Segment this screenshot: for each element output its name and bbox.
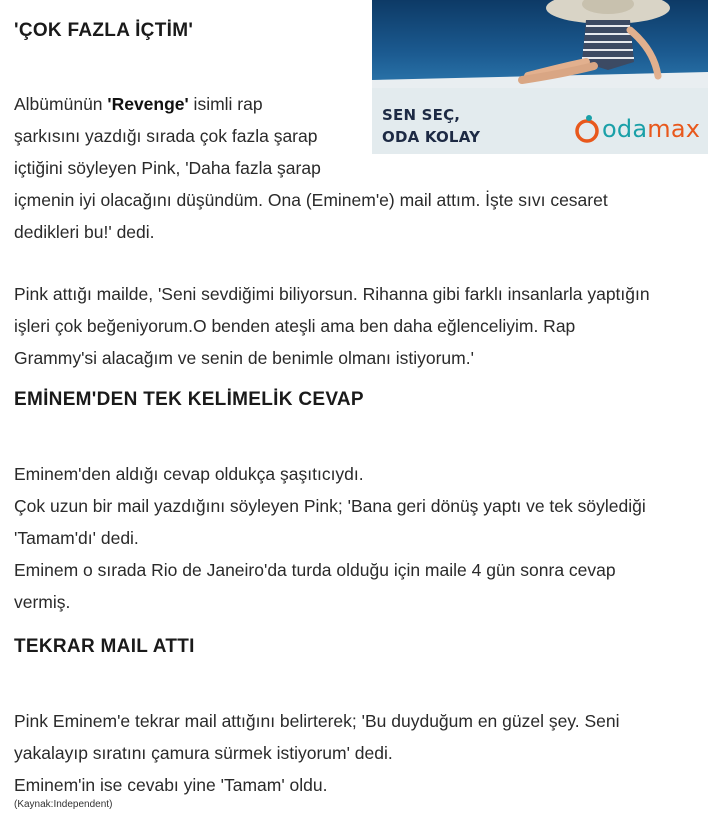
paragraph-line: Albümünün 'Revenge' isimli rap [14, 94, 263, 114]
paragraph-line: Pink attığı mailde, 'Seni sevdiğimi biliyorsun. Rihanna gibi farklı insanlarla yaptığın [14, 284, 650, 304]
ad-photo-woman-by-sea [372, 0, 708, 88]
paragraph-line: Çok uzun bir mail yazdığını söyleyen Pink; 'Bana geri dönüş yaptı ve tek söylediği [14, 496, 646, 516]
paragraph-second-mail [14, 705, 620, 801]
section-heading-eminem-cevap: EMİNEM'DEN TEK KELİMELİK CEVAP [14, 389, 364, 410]
paragraph-mail-quote [14, 278, 650, 374]
paragraph-line: dedikleri bu!' dedi. [14, 222, 155, 242]
paragraph-line: içmenin iyi olacağını düşündüm. Ona (Eminem'e) mail attım. İşte sıvı cesaret [14, 190, 608, 210]
paragraph-line: işleri çok beğeniyorum.O benden ateşli ama ben daha eğlenceliyim. Rap [14, 316, 576, 336]
paragraph-line: şarkısını yazdığı sırada çok fazla şarap [14, 126, 318, 146]
ad-slogan-line2: ODA KOLAY [382, 128, 481, 146]
section-heading-cok-fazla-ictim: 'ÇOK FAZLA İÇTİM' [14, 20, 194, 41]
paragraph-line: 'Tamam'dı' dedi. [14, 528, 139, 548]
paragraph-line: Eminem'in ise cevabı yine 'Tamam' oldu. [14, 775, 328, 795]
paragraph-line: Eminem o sırada Rio de Janeiro'da turda olduğu için maile 4 gün sonra cevap [14, 560, 616, 580]
paragraph-line: Eminem'den aldığı cevap oldukça şaşıtıcıydı. [14, 464, 364, 484]
odamax-logo [572, 112, 700, 146]
paragraph-line: vermiş. [14, 592, 71, 612]
source-credit: (Kaynak:Independent) [14, 799, 113, 810]
paragraph-line: Grammy'si alacağım ve senin de benimle olmanı istiyorum.' [14, 348, 474, 368]
odamax-logo-icon [572, 114, 602, 144]
paragraph-eminem-reply [14, 458, 646, 618]
bold-song-title: 'Revenge' [107, 94, 189, 114]
paragraph-line: içtiğini söyleyen Pink, 'Daha fazla şarap [14, 158, 321, 178]
paragraph-line: yakalayıp sıratını çamura sürmek istiyorum' dedi. [14, 743, 393, 763]
ad-slogan-line1: SEN SEÇ, [382, 106, 461, 124]
paragraph-line: Pink Eminem'e tekrar mail attığını belirterek; 'Bu duyduğum en güzel şey. Seni [14, 711, 620, 731]
odamax-ad-banner[interactable] [372, 0, 708, 154]
woman-with-hat-illustration [372, 0, 708, 88]
section-heading-tekrar-mail: TEKRAR MAIL ATTI [14, 636, 195, 657]
odamax-logo-text: odamax [602, 115, 701, 143]
